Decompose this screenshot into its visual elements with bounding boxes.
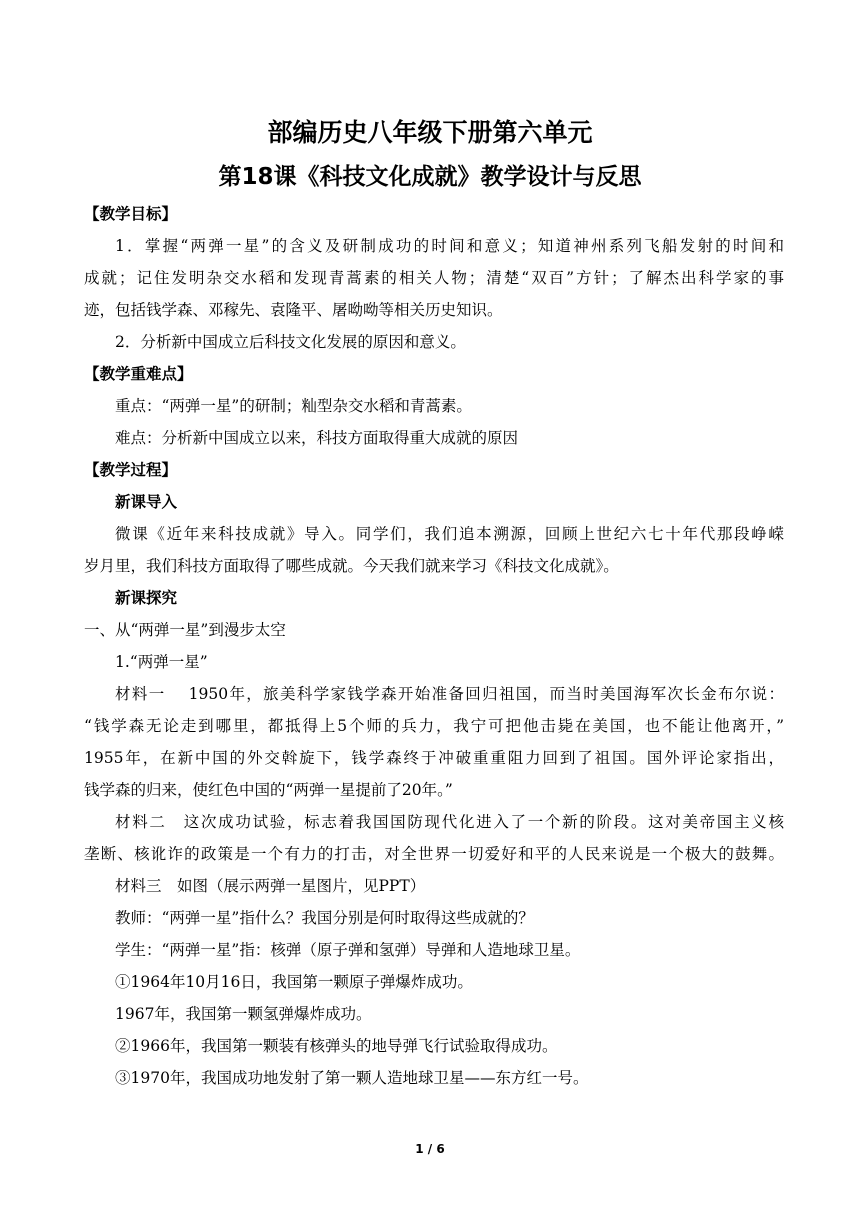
- fact-line: 1967年，我国第一颗氢弹爆炸成功。: [115, 1005, 372, 1023]
- key-point: 重点：“两弹一星”的研制；籼型杂交水稻和青蒿素。: [115, 397, 472, 415]
- material-line: 材料二 这次成功试验，标志着我国国防现代化进入了一个新的阶段。这对美帝国主义核: [115, 813, 784, 831]
- document-body: [84, 198, 784, 1094]
- page-number: 1 / 6: [415, 1142, 445, 1156]
- part-heading: 一、从“两弹一星”到漫步太空: [84, 621, 286, 639]
- section-heading-process: 【教学过程】: [84, 461, 178, 479]
- paragraph-line: 迹，包括钱学森、邓稼先、袁隆平、屠呦呦等相关历史知识。: [84, 301, 503, 319]
- fact-line: ③1970年，我国成功地发射了第一颗人造地球卫星——东方红一号。: [115, 1069, 589, 1087]
- material-line: 材料三 如图（展示两弹一星图片，见PPT）: [115, 877, 426, 895]
- material-line: 钱学森的归来，使红色中国的“两弹一星提前了20年。”: [84, 781, 453, 799]
- subheading-explore: 新课探究: [115, 589, 178, 607]
- difficult-point: 难点：分析新中国成立以来，科技方面取得重大成就的原因: [115, 429, 519, 447]
- student-answer: 学生：“两弹一星”指：核弹（原子弹和氢弹）导弹和人造地球卫星。: [115, 941, 581, 959]
- section-heading-goals: 【教学目标】: [84, 205, 178, 223]
- paragraph-line: 成就；记住发明杂交水稻和发现青蒿素的相关人物；清楚“双百”方针；了解杰出科学家的事: [84, 269, 784, 287]
- paragraph-line: 岁月里，我们科技方面取得了哪些成就。今天我们就来学习《科技文化成就》。: [84, 557, 619, 575]
- paragraph-line: 微课《近年来科技成就》导入。同学们，我们追本溯源，回顾上世纪六七十年代那段峥嵘: [115, 525, 784, 543]
- material-line: “钱学森无论走到哪里，都抵得上5个师的兵力，我宁可把他击毙在美国，也不能让他离开，”: [84, 717, 784, 735]
- material-line: 材料一 1950年，旅美科学家钱学森开始准备回归祖国，而当时美国海军次长金布尔说：: [115, 685, 784, 703]
- subheading-intro: 新课导入: [115, 493, 178, 511]
- paragraph-line: 2．分析新中国成立后科技文化发展的原因和意义。: [115, 333, 466, 351]
- fact-line: ①1964年10月16日，我国第一颗原子弹爆炸成功。: [115, 973, 473, 991]
- material-line: 垄断、核讹诈的政策是一个有力的打击，对全世界一切爱好和平的人民来说是一个极大的鼓舞。: [84, 845, 784, 863]
- material-line: 1955年，在新中国的外交斡旋下，钱学森终于冲破重重阻力回到了祖国。国外评论家指出，: [84, 749, 784, 767]
- section-heading-keypoints: 【教学重难点】: [84, 365, 193, 383]
- paragraph-line: 1．掌握“两弹一星”的含义及研制成功的时间和意义；知道神州系列飞船发射的时间和: [115, 237, 784, 255]
- document-title: 部编历史八年级下册第六单元: [267, 118, 593, 147]
- teacher-question: 教师：“两弹一星”指什么？我国分别是何时取得这些成就的？: [115, 909, 534, 927]
- item-heading: 1.“两弹一星”: [115, 653, 208, 671]
- fact-line: ②1966年，我国第一颗装有核弹头的地导弹飞行试验取得成功。: [115, 1037, 558, 1055]
- lesson-title: 第18课《科技文化成就》教学设计与反思: [218, 164, 642, 190]
